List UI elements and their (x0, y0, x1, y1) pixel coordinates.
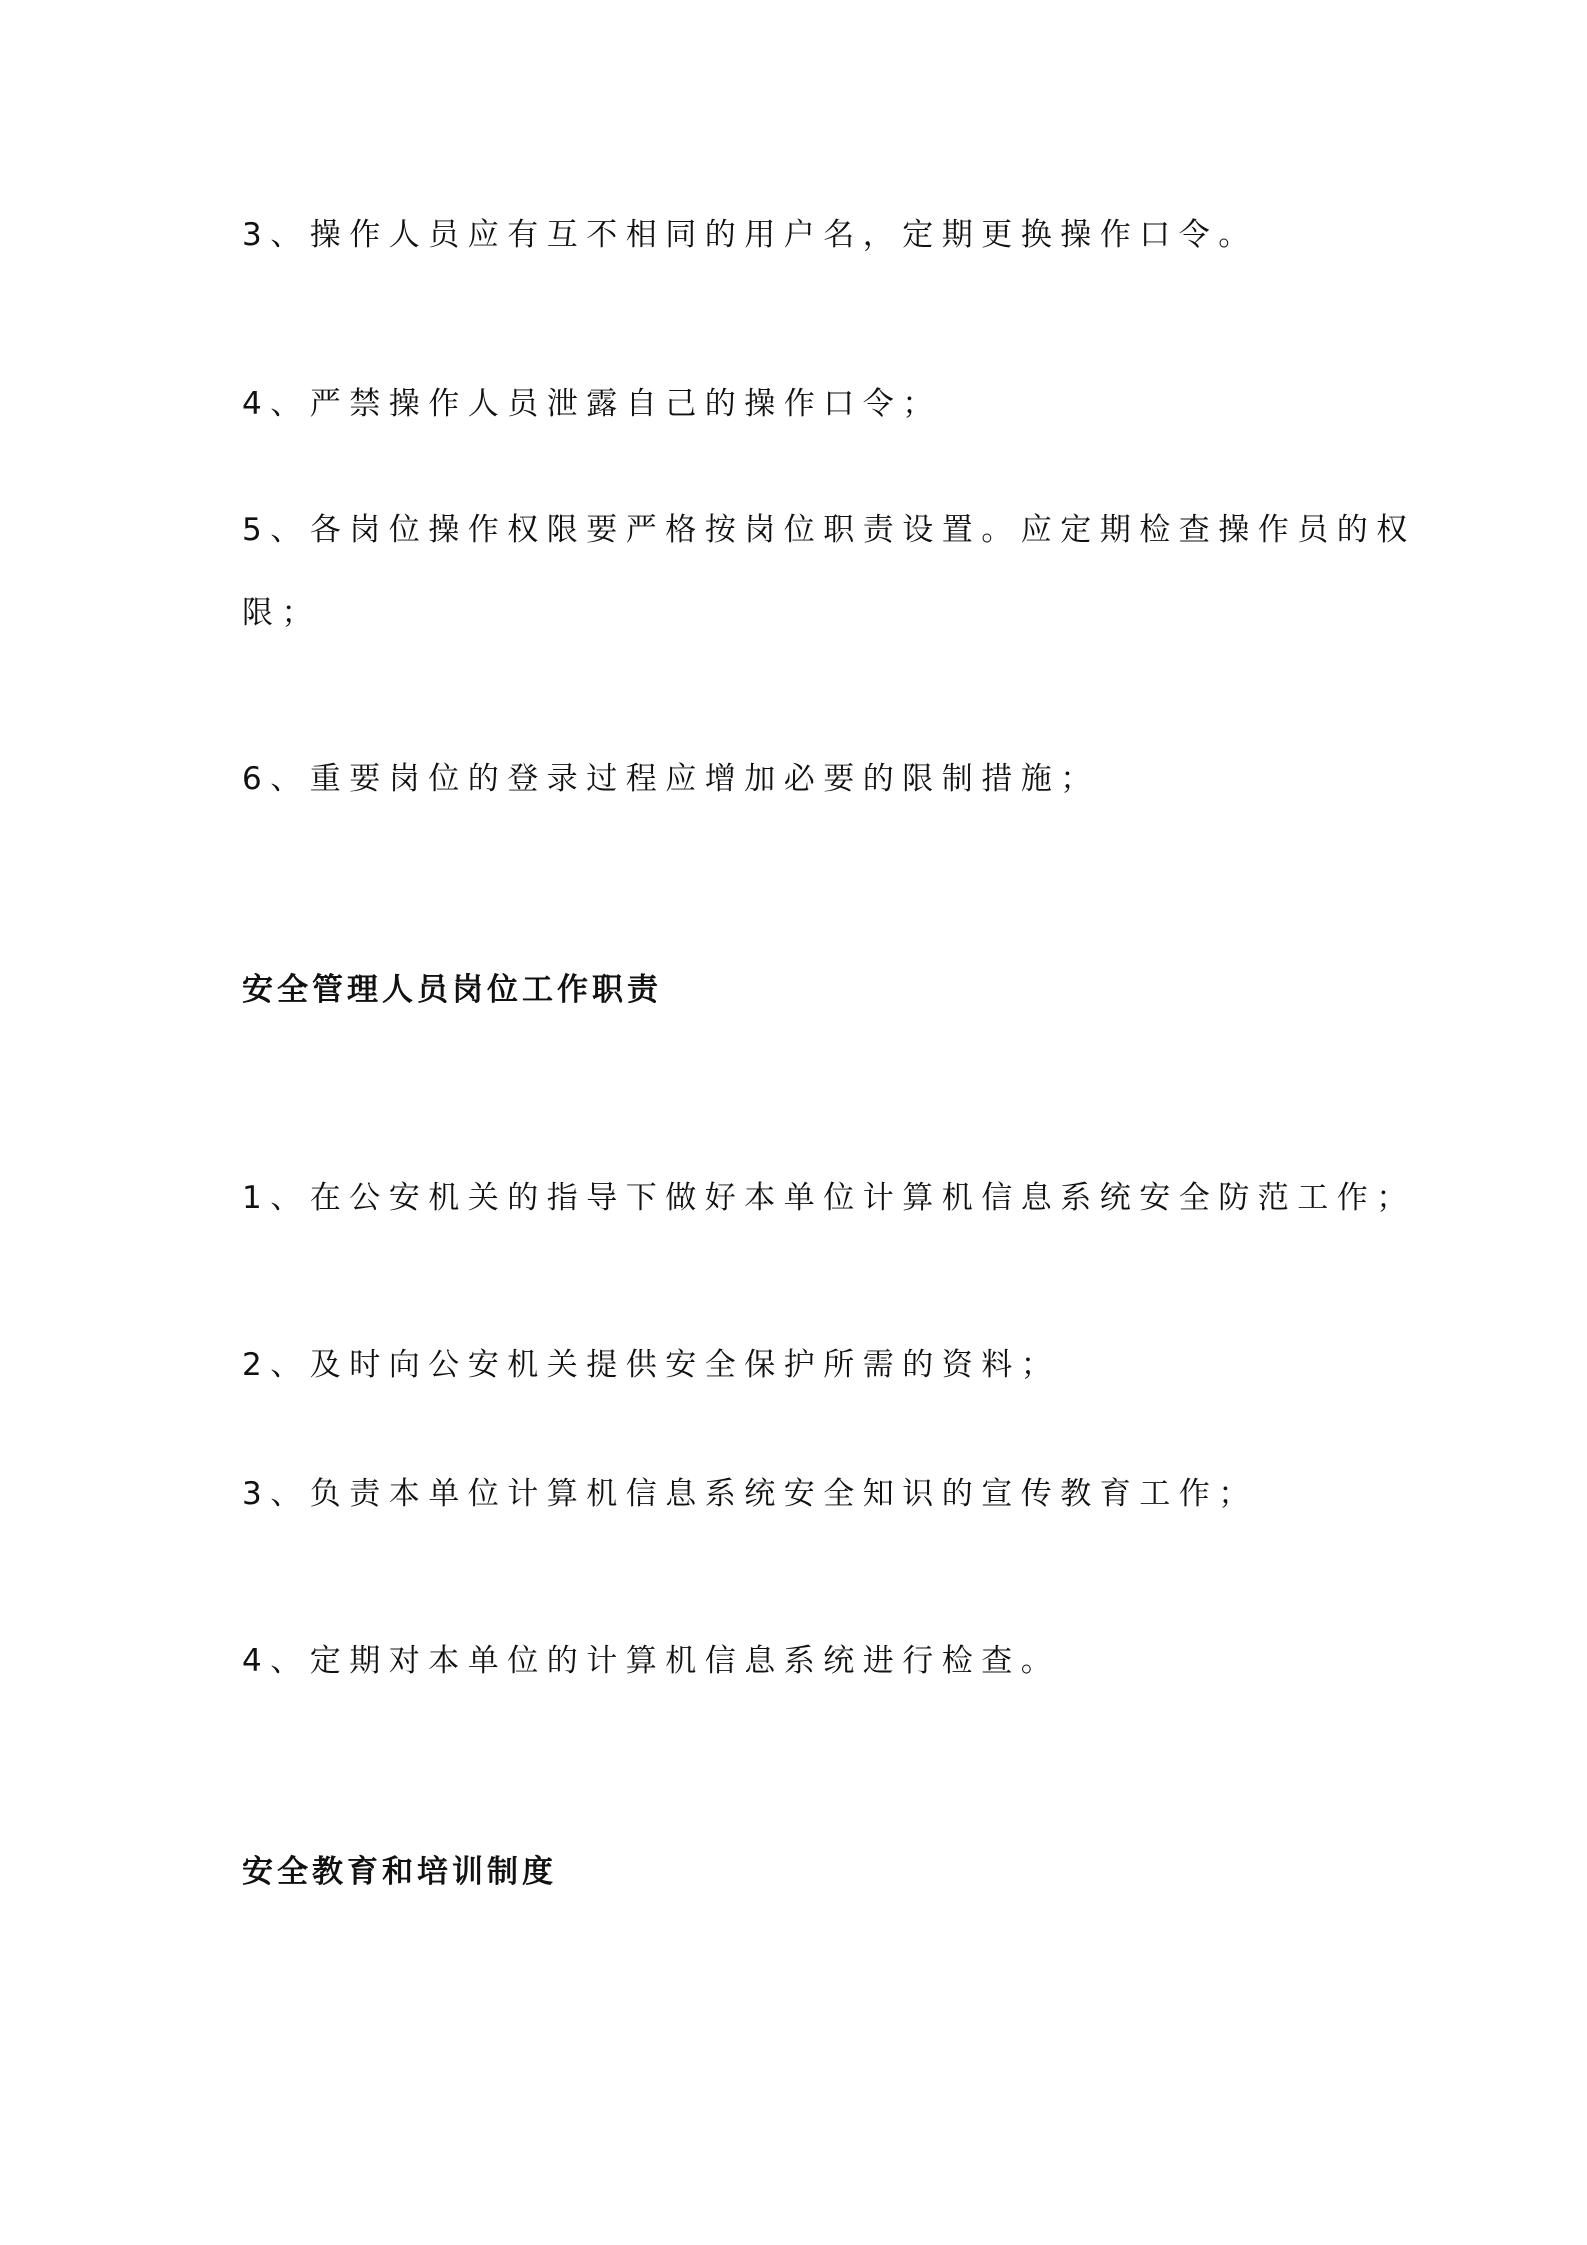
section-heading-training: 安全教育和培训制度 (242, 1854, 557, 1890)
section-heading-security-staff: 安全管理人员岗位工作职责 (242, 972, 662, 1008)
paragraph-item-6: 6、重要岗位的登录过程应增加必要的限制措施； (242, 761, 1100, 797)
paragraph-item-3: 3、操作人员应有互不相同的用户名，定期更换操作口令。 (242, 217, 1258, 253)
paragraph-item-5: 5、各岗位操作权限要严格按岗位职责设置。应定期检查操作员的权 (242, 512, 1416, 548)
duty-item-1: 1、在公安机关的指导下做好本单位计算机信息系统安全防范工作； (242, 1180, 1416, 1216)
duty-item-3: 3、负责本单位计算机信息系统安全知识的宣传教育工作； (242, 1476, 1258, 1512)
duty-item-2: 2、及时向公安机关提供安全保护所需的资料； (242, 1347, 1061, 1383)
duty-item-4: 4、定期对本单位的计算机信息系统进行检查。 (242, 1643, 1061, 1679)
paragraph-item-4: 4、严禁操作人员泄露自己的操作口令； (242, 386, 942, 422)
paragraph-item-5-continued: 限； (242, 595, 321, 631)
